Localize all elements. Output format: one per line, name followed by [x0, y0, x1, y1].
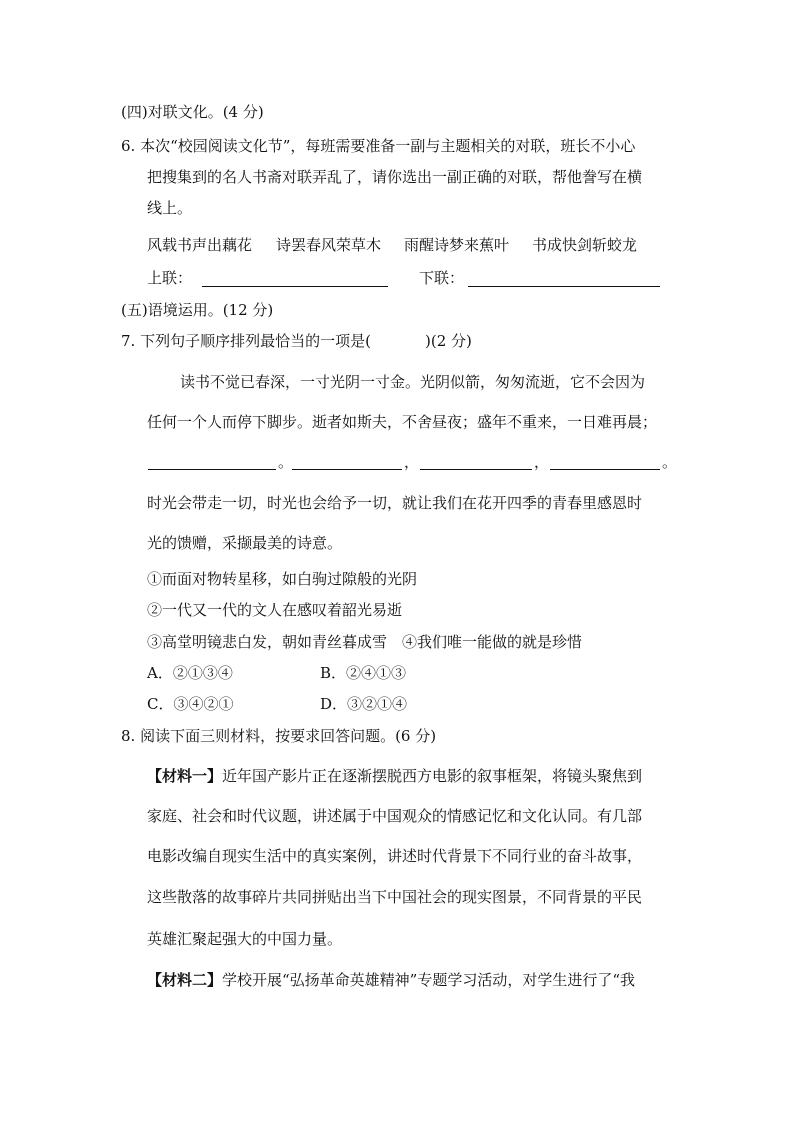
- q7-choice-b[interactable]: B．②④①③: [320, 664, 407, 682]
- couplet-option-4: 书成快剑斩蛟龙: [532, 236, 638, 254]
- material-1-tag: 【材料一】: [147, 767, 223, 785]
- question-7-stem-prefix: 7. 下列句子顺序排列最恰当的一项是(: [121, 332, 371, 350]
- question-8-stem: 8. 阅读下面三则材料，按要求回答问题。(6 分): [121, 727, 437, 745]
- upper-couplet-blank[interactable]: [202, 286, 388, 287]
- q7-separator-1: 。: [278, 453, 294, 471]
- material-1-line-4: 这些散落的故事碎片共同拼贴出当下中国社会的现实图景，不同背景的平民: [147, 888, 643, 906]
- couplet-option-3: 雨醒诗梦来蕉叶: [404, 236, 510, 254]
- q7-separator-3: ，: [534, 453, 550, 471]
- material-2-paragraph: [147, 970, 635, 990]
- question-7-stem-suffix: )(2 分): [425, 332, 472, 350]
- material-1-line-5: 英雄汇聚起强大的中国力量。: [147, 930, 343, 948]
- upper-couplet-label: 上联：: [147, 269, 193, 287]
- question-6-line-3: 线上。: [147, 199, 193, 217]
- material-2-tag: 【材料二】: [147, 971, 223, 989]
- material-1-line-2: 家庭、社会和时代议题，讲述属于中国观众的情感记忆和文化认同。有几部: [147, 807, 643, 825]
- material-2-line-1: 学校开展“弘扬革命英雄精神”专题学习活动，对学生进行了“我: [222, 971, 636, 989]
- section-heading-couplet: (四)对联文化。(4 分): [121, 103, 264, 121]
- section-heading-context: (五)语境运用。(12 分): [121, 301, 274, 319]
- couplet-option-1: 风载书声出藕花: [147, 236, 253, 254]
- q7-choice-a[interactable]: A．②①③④: [147, 664, 233, 682]
- q7-blank-3[interactable]: [420, 469, 532, 470]
- q7-blank-2[interactable]: [292, 469, 402, 470]
- q7-item-3-4: ③高堂明镜悲白发，朝如青丝暮成雪 ④我们唯一能做的就是珍惜: [147, 633, 583, 651]
- q7-item-2: ②一代又一代的文人在感叹着韶光易逝: [147, 601, 403, 619]
- couplet-option-2: 诗罢春风荣草木: [276, 236, 382, 254]
- q7-passage-line-1: 读书不觉已春深，一寸光阴一寸金。光阴似箭，匆匆流逝，它不会因为: [180, 373, 646, 391]
- material-1-line-3: 电影改编自现实生活中的真实案例，讲述时代背景下不同行业的奋斗故事，: [147, 847, 643, 865]
- q7-choice-c[interactable]: C．③④②①: [147, 695, 234, 713]
- q7-blank-4[interactable]: [550, 469, 660, 470]
- q7-item-1: ①而面对物转星移，如白驹过隙般的光阴: [147, 570, 418, 588]
- q7-separator-2: ，: [404, 453, 420, 471]
- q7-blank-1[interactable]: [148, 469, 276, 470]
- material-1-line-1: 近年国产影片正在逐渐摆脱西方电影的叙事框架，将镜头聚焦到: [222, 767, 643, 785]
- q7-choice-d[interactable]: D．③②①④: [320, 695, 408, 713]
- lower-couplet-label: 下联：: [419, 269, 465, 287]
- q7-passage-line-2: 任何一个人而停下脚步。逝者如斯夫，不舍昼夜；盛年不重来，一日难再晨；: [147, 413, 658, 431]
- q7-passage-line-5: 光的馈赠，采撷最美的诗意。: [147, 534, 343, 552]
- lower-couplet-blank[interactable]: [468, 286, 660, 287]
- material-1-paragraph: [147, 766, 642, 786]
- question-6-line-1: 6. 本次“校园阅读文化节”，每班需要准备一副与主题相关的对联，班长不小心: [121, 137, 636, 155]
- q7-passage-line-4: 时光会带走一切，时光也会给予一切，就让我们在花开四季的青春里感恩时: [147, 494, 643, 512]
- question-6-line-2: 把搜集到的名人书斋对联弄乱了，请你选出一副正确的对联，帮他誊写在横: [147, 168, 643, 186]
- q7-separator-4: 。: [662, 453, 678, 471]
